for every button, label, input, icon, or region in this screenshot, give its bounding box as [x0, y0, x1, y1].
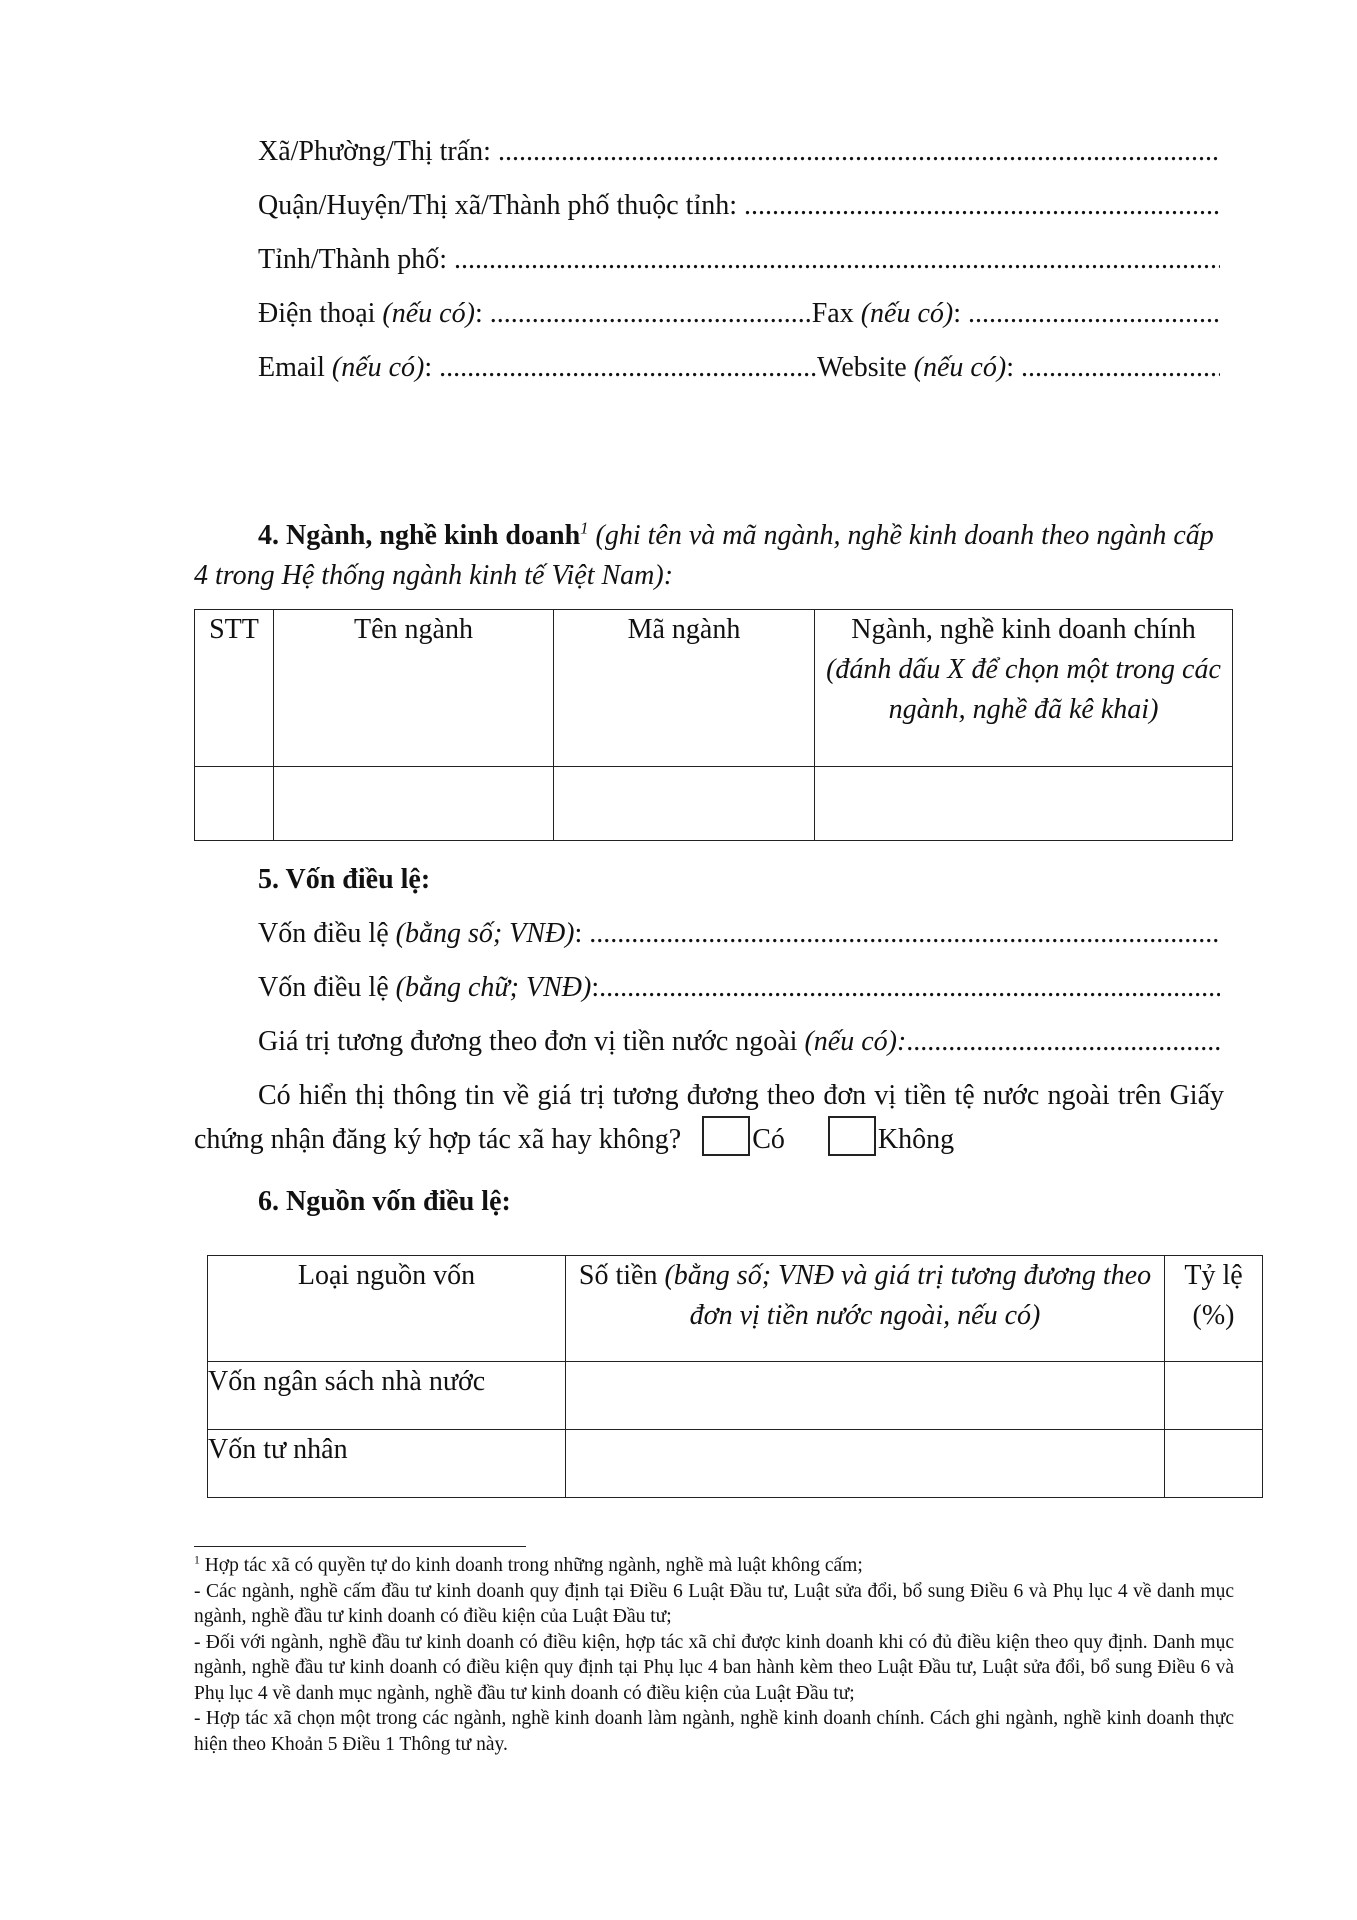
row-state-budget-ratio[interactable] [1165, 1362, 1263, 1430]
district-field[interactable] [744, 186, 1220, 226]
capital-words-line [258, 968, 1220, 1008]
table-row [208, 1430, 1263, 1498]
header-source-type [208, 1256, 566, 1362]
header-amount [566, 1256, 1165, 1362]
header-stt [195, 610, 274, 767]
capital-words-colon: : [591, 972, 600, 1003]
ward-line [258, 132, 1220, 172]
section4-title: 4. Ngành, nghề kinh doanh [258, 520, 581, 551]
province-field[interactable] [454, 240, 1220, 280]
foreign-equiv-note: (nếu có): [804, 1026, 907, 1057]
table-row [208, 1362, 1263, 1430]
section4-heading [194, 516, 1224, 596]
header-main-text: Ngành, nghề kinh doanh chính [851, 614, 1196, 645]
row-private-label: Vốn tư nhân [208, 1430, 566, 1498]
capital-number-colon: : [574, 918, 583, 949]
section5-title: 5. Vốn điều lệ: [258, 864, 431, 895]
cell-code[interactable] [554, 767, 815, 841]
header-code-text: Mã ngành [627, 614, 741, 645]
email-field[interactable] [439, 348, 817, 388]
capital-sources-table [207, 1255, 1263, 1498]
option-no-label: Không [877, 1124, 955, 1155]
row-private-ratio[interactable] [1165, 1430, 1263, 1498]
fax-field[interactable] [968, 294, 1220, 334]
capital-words-note: (bằng chữ; VNĐ) [395, 972, 592, 1003]
website-optional-note: (nếu có) [913, 352, 1007, 383]
footnote-line-2: - Các ngành, nghề cấm đầu tư kinh doanh quy định tại Điều 6 Luật Đầu tư, Luật sửa đổi, bổ sung Điều 6 và Phụ lục 4 về danh mục ngành, nghề đầu tư kinh doanh có điều kiện của Luật Đầu tư; [194, 1580, 1234, 1627]
header-ratio-text: Tỷ lệ (%) [1184, 1260, 1243, 1331]
capital-number-field[interactable] [589, 914, 1220, 954]
province-line [258, 240, 1220, 280]
email-label: Email [258, 352, 325, 383]
table-row [195, 767, 1233, 841]
cell-stt[interactable] [195, 767, 274, 841]
cell-name[interactable] [274, 767, 554, 841]
display-question: Có hiển thị thông tin về giá trị tương đương theo đơn vị tiền tệ nước ngoài trên Giấy chứng nhận đăng ký hợp tác xã hay không? [194, 1080, 1224, 1155]
header-main-note: (đánh dấu X để chọn một trong các ngành, nghề đã kê khai) [826, 654, 1221, 725]
header-name-text: Tên ngành [354, 614, 473, 645]
website-label: Website [817, 352, 907, 383]
table-header-row [208, 1256, 1263, 1362]
foreign-equiv-label: Giá trị tương đương theo đơn vị tiền nước ngoài [258, 1026, 798, 1057]
phone-field[interactable] [490, 294, 812, 334]
district-line [258, 186, 1220, 226]
email-optional-note: (nếu có) [331, 352, 425, 383]
fax-colon: : [953, 298, 962, 329]
capital-number-label: Vốn điều lệ [258, 918, 389, 949]
option-yes-label: Có [752, 1124, 785, 1155]
header-amount-note: (bằng số; VNĐ và giá trị tương đương theo đơn vị tiền nước ngoài, nếu có) [664, 1260, 1152, 1331]
website-colon: : [1006, 352, 1014, 383]
business-lines-table [194, 609, 1233, 841]
footnote-1-text: Hợp tác xã có quyền tự do kinh doanh trong những ngành, nghề mà luật không cấm; [199, 1555, 863, 1576]
capital-words-label: Vốn điều lệ [258, 972, 389, 1003]
foreign-equiv-line [258, 1022, 1220, 1062]
email-colon: : [424, 352, 433, 383]
email-website-line [258, 348, 1220, 388]
fax-label: Fax [811, 298, 854, 329]
capital-number-line [258, 914, 1220, 954]
footnote-1 [194, 1553, 1234, 1579]
header-main [815, 610, 1233, 767]
row-state-budget-label: Vốn ngân sách nhà nước [208, 1362, 566, 1430]
display-question-para [194, 1076, 1224, 1160]
phone-fax-line [258, 294, 1220, 334]
header-name [274, 610, 554, 767]
footnote-1-ref: 1 [194, 1553, 200, 1567]
header-ratio [1165, 1256, 1263, 1362]
header-amount-text: Số tiền [578, 1260, 658, 1291]
footnote-separator [194, 1546, 526, 1547]
header-source-type-text: Loại nguồn vốn [297, 1260, 476, 1291]
option-yes-checkbox[interactable] [702, 1116, 750, 1156]
section4-note: (ghi tên và mã ngành, nghề kinh doanh theo ngành cấp 4 trong Hệ thống ngành kinh tế Việt Nam): [194, 520, 1214, 591]
ward-label: Xã/Phường/Thị trấn: [258, 136, 491, 167]
option-no-checkbox[interactable] [828, 1116, 876, 1156]
phone-colon: : [474, 298, 483, 329]
row-private-amount[interactable] [566, 1430, 1165, 1498]
capital-number-note: (bằng số; VNĐ) [395, 918, 575, 949]
website-field[interactable] [1021, 348, 1220, 388]
footnotes [194, 1553, 1234, 1757]
foreign-equiv-field[interactable] [906, 1022, 1220, 1062]
capital-words-field[interactable] [599, 968, 1220, 1008]
footnote-ref-1: 1 [580, 518, 589, 538]
footnote-line-4: - Hợp tác xã chọn một trong các ngành, nghề kinh doanh làm ngành, nghề kinh doanh chính. Cách ghi ngành, nghề kinh doanh thực hiện theo Khoản 5 Điều 1 Thông tư này. [194, 1708, 1234, 1755]
footnote-line-3: - Đối với ngành, nghề đầu tư kinh doanh có điều kiện, hợp tác xã chỉ được kinh doanh khi có đủ điều kiện theo quy định. Danh mục ngành, nghề đầu tư kinh doanh có điều kiện quy định tại Phụ lục 4 ban hành kèm theo Luật Đầu tư, Luật sửa đổi, bổ sung Điều 6 và Phụ lục 4 về danh mục ngành, nghề đầu tư kinh doanh có điều kiện của Luật Đầu tư; [194, 1631, 1234, 1704]
phone-label: Điện thoại [258, 298, 376, 329]
phone-optional-note: (nếu có) [382, 298, 475, 329]
province-label: Tỉnh/Thành phố: [258, 244, 447, 275]
header-stt-text: STT [209, 614, 259, 645]
ward-field[interactable] [498, 132, 1220, 172]
header-code [554, 610, 815, 767]
district-label: Quận/Huyện/Thị xã/Thành phố thuộc tỉnh: [258, 190, 738, 221]
row-state-budget-amount[interactable] [566, 1362, 1165, 1430]
table-header-row [195, 610, 1233, 767]
section6-title: 6. Nguồn vốn điều lệ: [258, 1186, 511, 1217]
fax-optional-note: (nếu có) [860, 298, 954, 329]
cell-main[interactable] [815, 767, 1233, 841]
